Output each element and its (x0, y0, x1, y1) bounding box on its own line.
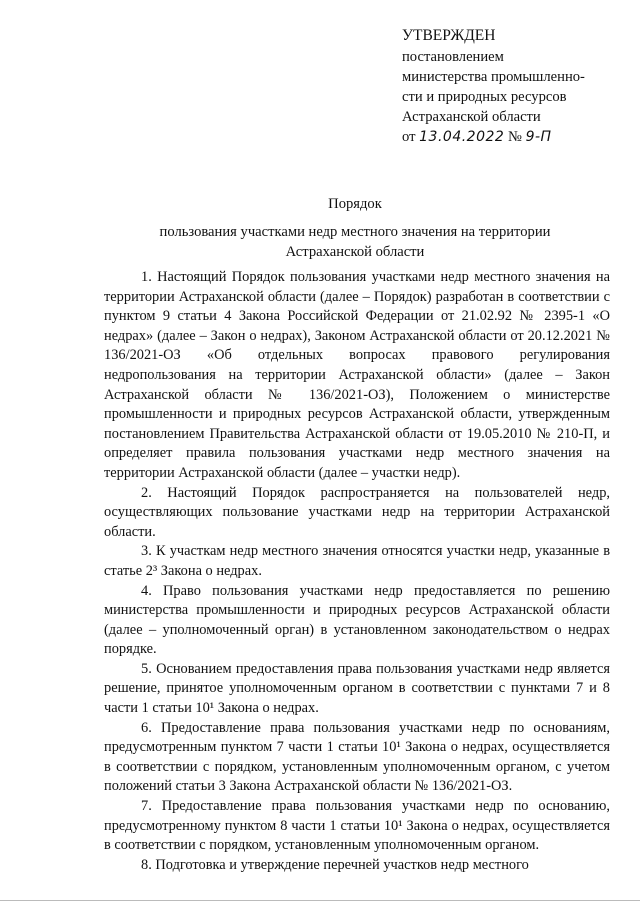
approval-stamp (402, 26, 617, 147)
approval-line-5: Астраханской области (402, 109, 541, 125)
document-title (100, 194, 610, 262)
title-word: Порядок (328, 196, 382, 212)
approval-line-3: министерства промышленно- (402, 69, 585, 85)
approval-number: 9-П (525, 129, 552, 145)
approval-number-sign: № (507, 129, 522, 145)
approval-date: 13.04.2022 (419, 129, 505, 145)
approval-date-prefix: от (402, 129, 416, 145)
title-line-3: Астраханской области (285, 244, 425, 260)
paragraph-3: 3. К участкам недр местного значения относятся участки недр, указанные в статье 2³ Закона о недрах. (104, 543, 610, 579)
document-body (104, 268, 610, 875)
paragraph-6: 6. Предоставление права пользования участками недр по основаниям, предусмотренным пунктом 7 части 1 статьи 10¹ Закона о недрах, осуществляется в соответствии с порядком, установленным уполномоченным органом, с учетом положений статьи 3 Закона Астраханской области № 136/2021-ОЗ. (104, 719, 610, 795)
approval-date-line (402, 127, 617, 147)
page-bottom-rule (0, 900, 640, 901)
paragraph-2: 2. Настоящий Порядок распространяется на пользователей недр, осуществляющих пользование участками недр на территории Астраханской области. (104, 484, 610, 540)
paragraph-8: 8. Подготовка и утверждение перечней участков недр местного (141, 856, 529, 873)
title-line-2: пользования участками недр местного значения на территории (159, 224, 551, 240)
paragraph-7: 7. Предоставление права пользования участками недр по основанию, предусмотренному пунктом 8 части 1 статьи 10¹ Закона о недрах, осуществляется в соответствии с порядком, установленным уполномоченным органом. (104, 798, 610, 854)
paragraph-5: 5. Основанием предоставления права пользования участками недр является решение, принятое уполномоченным органом в соответствии с пунктами 7 и 8 части 1 статьи 10¹ Закона о недрах. (104, 660, 610, 717)
approval-heading: УТВЕРЖДЕН (402, 27, 496, 44)
paragraph-4: 4. Право пользования участками недр предоставляется по решению министерства промышленности и природных ресурсов Астраханской области (далее – уполномоченный орган) в установленном законодательством о недрах порядке. (104, 582, 610, 658)
paragraph-1: 1. Настоящий Порядок пользования участками недр местного значения на территории Астраханской области (далее – Порядок) разработан в соответствии с пунктом 9 статьи 4 Закона Российской Федерации от 21.02.92 № 2395-1 «О недрах» (далее – Закон о недрах), Законом Астраханской области от 20.12.2021 № 136/2021-ОЗ «Об отдельных вопросах правового регулирования недропользования на территории Астраханской области» (далее – Закон Астраханской области № 136/2021-ОЗ), Положением о министерстве промышленности и природных ресурсов Астраханской области, утвержденным постановлением Правительства Астраханской области от 19.05.2010 № 210-П, и определяет правила пользования участками недр местного значения на территории Астраханской области (далее – участки недр). (104, 269, 610, 481)
approval-line-4: сти и природных ресурсов (402, 89, 567, 105)
approval-line-2: постановлением (402, 49, 504, 65)
